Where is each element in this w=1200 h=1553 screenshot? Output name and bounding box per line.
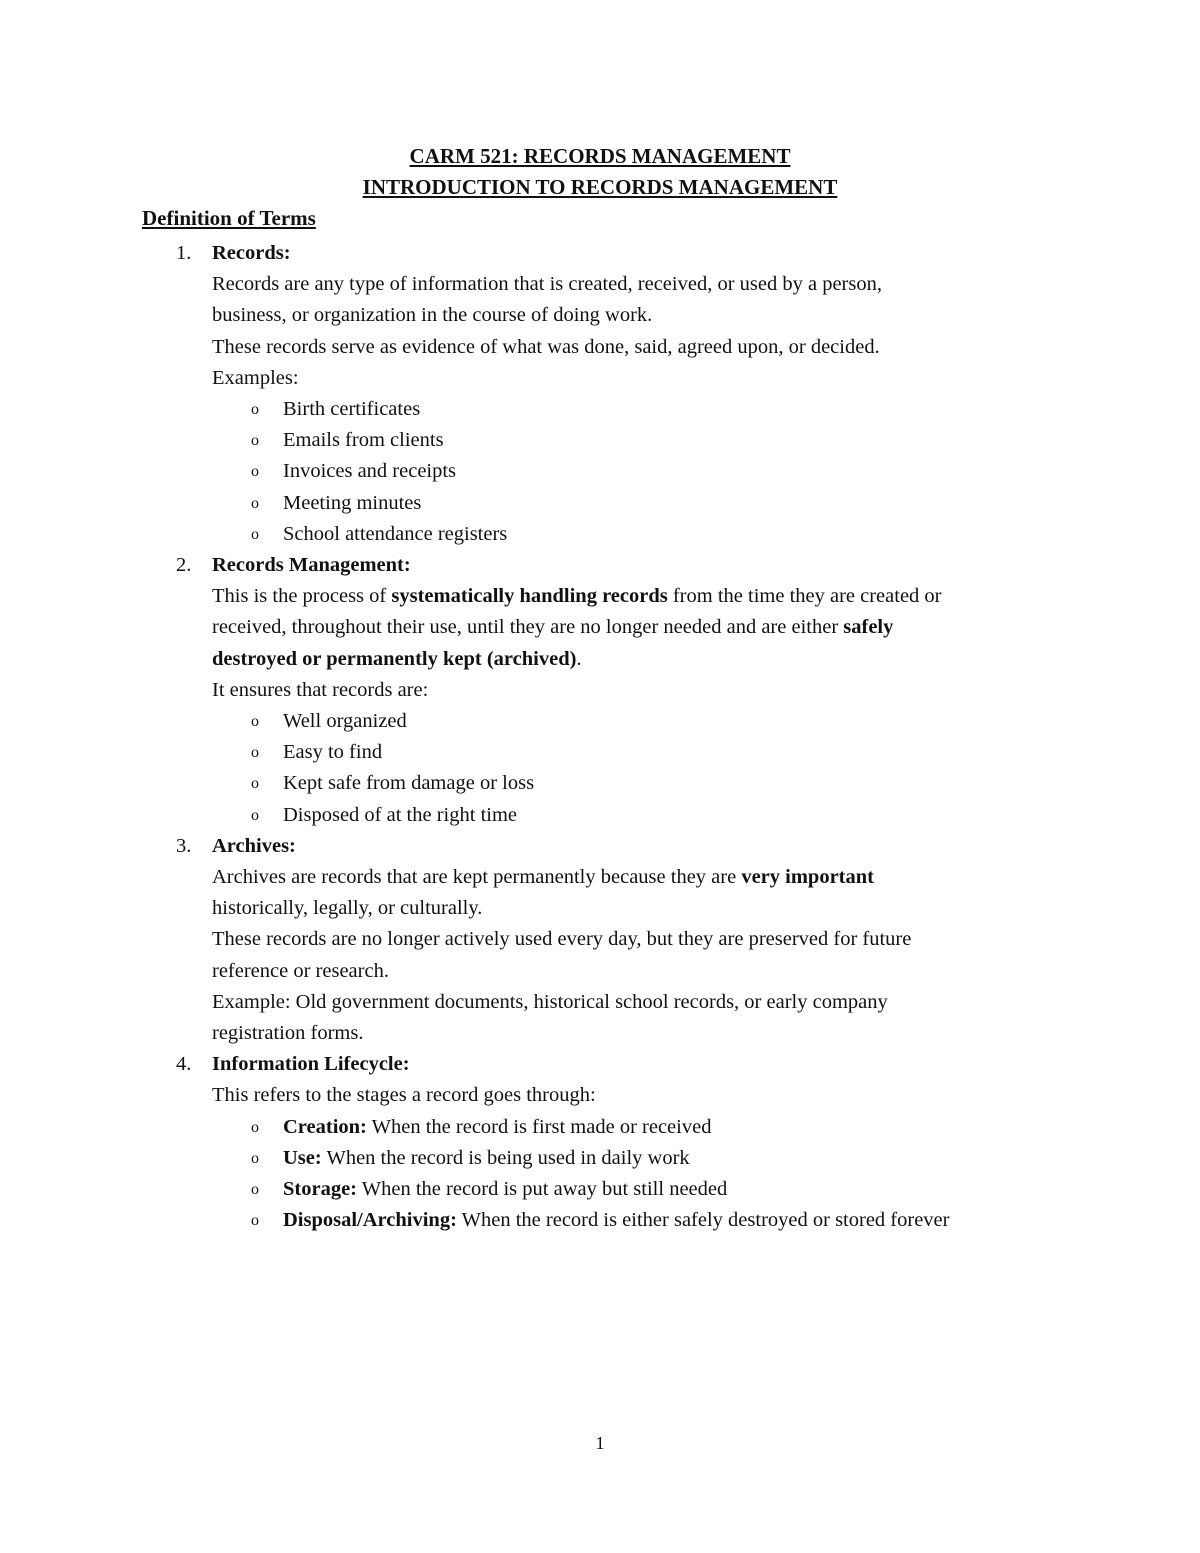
term-records <box>0 238 1200 550</box>
list-item <box>212 706 1200 737</box>
stage-label: Use: <box>283 1146 322 1169</box>
bullet-icon: o <box>251 806 259 824</box>
term-text-line: It ensures that records are: <box>212 678 429 701</box>
term-number: 3. <box>176 834 192 857</box>
stage-label: Disposal/Archiving: <box>283 1209 457 1232</box>
course-title: CARM 521: RECORDS MANAGEMENT <box>409 144 791 168</box>
term-text-line: registration forms. <box>212 1022 364 1045</box>
term-number: 1. <box>176 242 192 264</box>
emphasis-text: systematically handling records <box>391 585 668 608</box>
text-run: This is the process of <box>212 585 392 608</box>
bullet-icon: o <box>251 463 259 481</box>
term-number: 2. <box>176 554 192 577</box>
lifecycle-stages-list <box>212 1112 1200 1237</box>
bullet-icon: o <box>251 1181 259 1199</box>
term-text-line: reference or research. <box>212 959 389 982</box>
list-item-text: Meeting minutes <box>283 491 422 514</box>
page-number: 1 <box>595 1433 605 1453</box>
text-run: Archives are records that are kept permanently because they are <box>212 866 742 889</box>
bullet-icon: o <box>251 775 259 793</box>
bullet-icon: o <box>251 713 259 731</box>
bullet-icon: o <box>251 744 259 762</box>
term-heading: Archives: <box>212 834 296 857</box>
list-item <box>212 1112 1200 1143</box>
stage-description: When the record is first made or received <box>366 1115 712 1138</box>
stage-description: When the record is either safely destroyed or stored forever <box>456 1209 950 1232</box>
stage-description: When the record is being used in daily work <box>321 1146 690 1169</box>
list-item-text: School attendance registers <box>283 522 508 545</box>
term-records-management <box>0 550 1200 831</box>
section-heading: Definition of Terms <box>142 206 316 230</box>
term-heading: Records: <box>212 242 291 264</box>
term-text-line: This refers to the stages a record goes through: <box>212 1084 596 1107</box>
list-item <box>212 737 1200 768</box>
emphasis-text: destroyed or permanently kept (archived) <box>212 647 577 670</box>
term-text-line: Records are any type of information that is created, received, or used by a person, <box>212 273 882 296</box>
list-item-text: Emails from clients <box>283 429 444 452</box>
ensures-list <box>212 706 1200 831</box>
stage-description: When the record is put away but still needed <box>357 1178 728 1201</box>
term-text-line: historically, legally, or culturally. <box>212 897 483 920</box>
term-text-line: Examples: <box>212 366 299 389</box>
bullet-icon: o <box>251 1118 259 1136</box>
term-information-lifecycle <box>0 1049 1200 1236</box>
bullet-icon: o <box>251 525 259 543</box>
text-run: received, throughout their use, until they are no longer needed and are either <box>212 616 844 639</box>
list-item <box>212 425 1200 456</box>
list-item-text: Well organized <box>283 710 407 733</box>
term-number: 4. <box>176 1053 192 1076</box>
list-item <box>212 800 1200 831</box>
list-item-text: Disposed of at the right time <box>283 803 517 826</box>
list-item <box>212 768 1200 799</box>
list-item-text: Invoices and receipts <box>283 460 457 483</box>
stage-label: Storage: <box>283 1178 358 1201</box>
term-heading: Information Lifecycle: <box>212 1053 410 1076</box>
list-item <box>212 394 1200 425</box>
emphasis-text: safely <box>843 616 894 639</box>
list-item <box>212 488 1200 519</box>
text-run: . <box>576 647 582 670</box>
term-text-line: These records serve as evidence of what was done, said, agreed upon, or decided. <box>212 335 880 358</box>
text-run: from the time they are created or <box>667 585 942 608</box>
list-item-text: Easy to find <box>283 741 383 764</box>
term-heading: Records Management: <box>212 554 411 577</box>
bullet-icon: o <box>251 1149 259 1167</box>
list-item <box>212 1143 1200 1174</box>
bullet-icon: o <box>251 494 259 512</box>
term-text-line <box>212 612 1200 643</box>
bullet-icon: o <box>251 432 259 450</box>
list-item <box>212 519 1200 550</box>
list-item <box>212 1174 1200 1205</box>
list-item-text: Birth certificates <box>283 398 421 421</box>
emphasis-text: very important <box>741 866 874 889</box>
term-archives <box>0 831 1200 1049</box>
term-text-line <box>212 644 1200 675</box>
term-text-line: business, or organization in the course of doing work. <box>212 304 653 327</box>
examples-list <box>212 394 1200 550</box>
term-text-line: Example: Old government documents, historical school records, or early company <box>212 990 888 1013</box>
document-title: INTRODUCTION TO RECORDS MANAGEMENT <box>362 175 838 199</box>
bullet-icon: o <box>251 401 259 419</box>
term-text-line <box>212 581 1200 612</box>
terms-list <box>0 238 1200 1237</box>
bullet-icon: o <box>251 1212 259 1230</box>
list-item <box>212 456 1200 487</box>
list-item <box>212 1205 1200 1236</box>
term-text-line <box>212 862 1200 893</box>
list-item-text: Kept safe from damage or loss <box>283 772 535 795</box>
term-text-line: These records are no longer actively used every day, but they are preserved for future <box>212 928 912 951</box>
stage-label: Creation: <box>283 1115 367 1138</box>
